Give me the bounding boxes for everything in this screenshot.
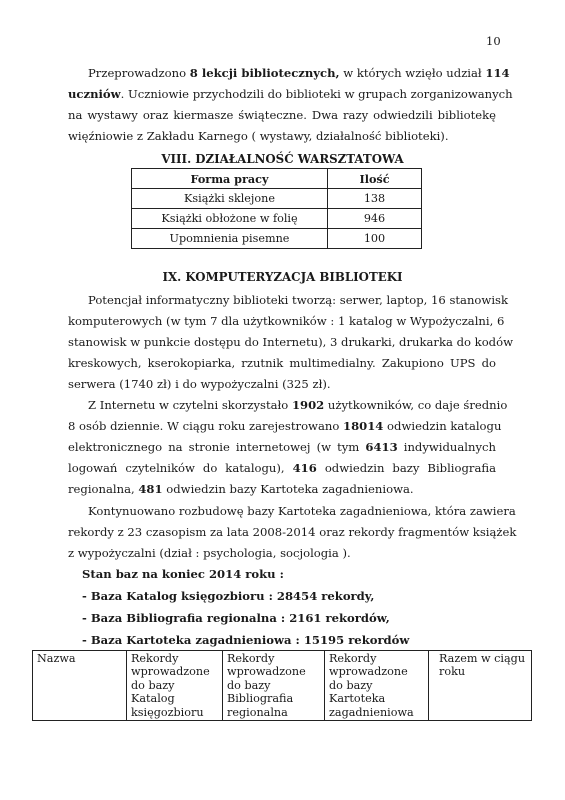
table-row bbox=[132, 229, 422, 249]
table-cell: 100 bbox=[328, 229, 422, 249]
p3-line-3: z wypożyczalni (dział : psychologia, socjologia ). bbox=[68, 546, 351, 560]
header-cell: Rekordy wprowadzone do bazy Bibliografia regionalna bbox=[223, 651, 325, 721]
intro-line-4: więźniowie z Zakładu Karnego ( wystawy, działalność biblioteki). bbox=[68, 129, 449, 143]
text: Przeprowadzono bbox=[88, 66, 190, 80]
header-cell: Rekordy wprowadzone do bazy Katalog księgozbioru bbox=[127, 651, 223, 721]
intro-line-1 bbox=[88, 66, 510, 80]
intro-line-3: na wystawy oraz kiermasze świąteczne. Dwa razy odwiedzili bibliotekę bbox=[68, 108, 496, 122]
stan-title: Stan baz na koniec 2014 roku : bbox=[82, 567, 284, 581]
p3-line-2: rekordy z 23 czasopism za lata 2008-2014 oraz rekordy fragmentów książek bbox=[68, 525, 517, 539]
emphasis: 6413 bbox=[365, 440, 398, 454]
table-header-row bbox=[132, 169, 422, 189]
emphasis: 114 bbox=[485, 66, 510, 80]
p1-line-5: serwera (1740 zł) i do wypożyczalni (325 zł). bbox=[68, 377, 331, 391]
table-cell: 946 bbox=[328, 209, 422, 229]
table-cell: Upomnienia pisemne bbox=[132, 229, 328, 249]
emphasis: 1902 bbox=[291, 398, 325, 412]
header-cell: Ilość bbox=[328, 169, 422, 189]
p2-line-5 bbox=[68, 484, 414, 496]
text: logowań czytelników do katalogu), bbox=[68, 461, 293, 475]
text: odwiedzin katalogu bbox=[383, 419, 502, 433]
p1-line-2: komputerowych (w tym 7 dla użytkowników : 1 katalog w Wypożyczalni, 6 bbox=[68, 314, 505, 328]
table-cell: Książki sklejone bbox=[132, 189, 328, 209]
header-cell: Nazwa bbox=[33, 651, 127, 721]
table-row bbox=[132, 209, 422, 229]
section-8-heading: VIII. DZIAŁALNOŚĆ WARSZTATOWA bbox=[161, 152, 404, 166]
p2-line-3 bbox=[68, 442, 496, 454]
p1-line-1: Potencjał informatyczny biblioteki tworzą: serwer, laptop, 16 stanowisk bbox=[88, 293, 509, 307]
stan-item: - Baza Katalog księgozbioru : 28454 rekordy, bbox=[82, 589, 375, 603]
emphasis: 8 lekcji bibliotecznych, bbox=[189, 66, 340, 80]
table-row bbox=[132, 189, 422, 209]
table-header-row bbox=[33, 651, 532, 721]
table-cell: 138 bbox=[328, 189, 422, 209]
text: 8 osób dziennie. W ciągu roku zarejestrowano bbox=[68, 419, 344, 433]
workshop-table bbox=[131, 168, 422, 249]
text: odwiedzin bazy Kartoteka zagadnieniowa. bbox=[162, 482, 414, 496]
page-number: 10 bbox=[486, 34, 501, 48]
p2-line-4 bbox=[68, 463, 496, 475]
p1-line-3: stanowisk w punkcie dostępu do Internetu), 3 drukarki, drukarka do kodów bbox=[68, 335, 514, 349]
header-cell: Rekordy wprowadzone do bazy Kartoteka zagadnieniowa bbox=[325, 651, 429, 721]
records-table bbox=[32, 650, 532, 721]
p2-line-1 bbox=[88, 398, 508, 412]
p3-line-1: Kontynuowano rozbudowę bazy Kartoteka zagadnieniowa, która zawiera bbox=[88, 504, 516, 518]
text: elektronicznego na stronie internetowej (w tym bbox=[68, 440, 366, 454]
text: odwiedzin bazy Bibliografia bbox=[316, 461, 496, 475]
emphasis: 18014 bbox=[343, 419, 384, 433]
emphasis: 416 bbox=[292, 461, 317, 475]
text: . Uczniowie przychodzili do biblioteki w grupach zorganizowanych bbox=[120, 87, 513, 101]
text: indywidualnych bbox=[397, 440, 496, 454]
stan-item: - Baza Bibliografia regionalna : 2161 rekordów, bbox=[82, 611, 390, 625]
text: regionalna, bbox=[68, 482, 139, 496]
emphasis: 481 bbox=[138, 482, 163, 496]
table-cell: Książki obłożone w folię bbox=[132, 209, 328, 229]
stan-item: - Baza Kartoteka zagadnieniowa : 15195 rekordów bbox=[82, 633, 410, 647]
p2-line-2 bbox=[68, 419, 502, 433]
text: Z Internetu w czytelni skorzystało bbox=[88, 398, 292, 412]
header-cell: Razem w ciągu roku bbox=[429, 651, 532, 721]
p1-line-4: kreskowych, kserokopiarka, rzutnik multimedialny. Zakupiono UPS do bbox=[68, 356, 496, 370]
intro-line-2 bbox=[68, 87, 513, 101]
header-cell: Forma pracy bbox=[132, 169, 328, 189]
text: użytkowników, co daje średnio bbox=[324, 398, 508, 412]
section-9-heading: IX. KOMPUTERYZACJA BIBLIOTEKI bbox=[162, 270, 403, 284]
text: w których wzięło udział bbox=[339, 66, 486, 80]
emphasis: uczniów bbox=[68, 87, 121, 101]
